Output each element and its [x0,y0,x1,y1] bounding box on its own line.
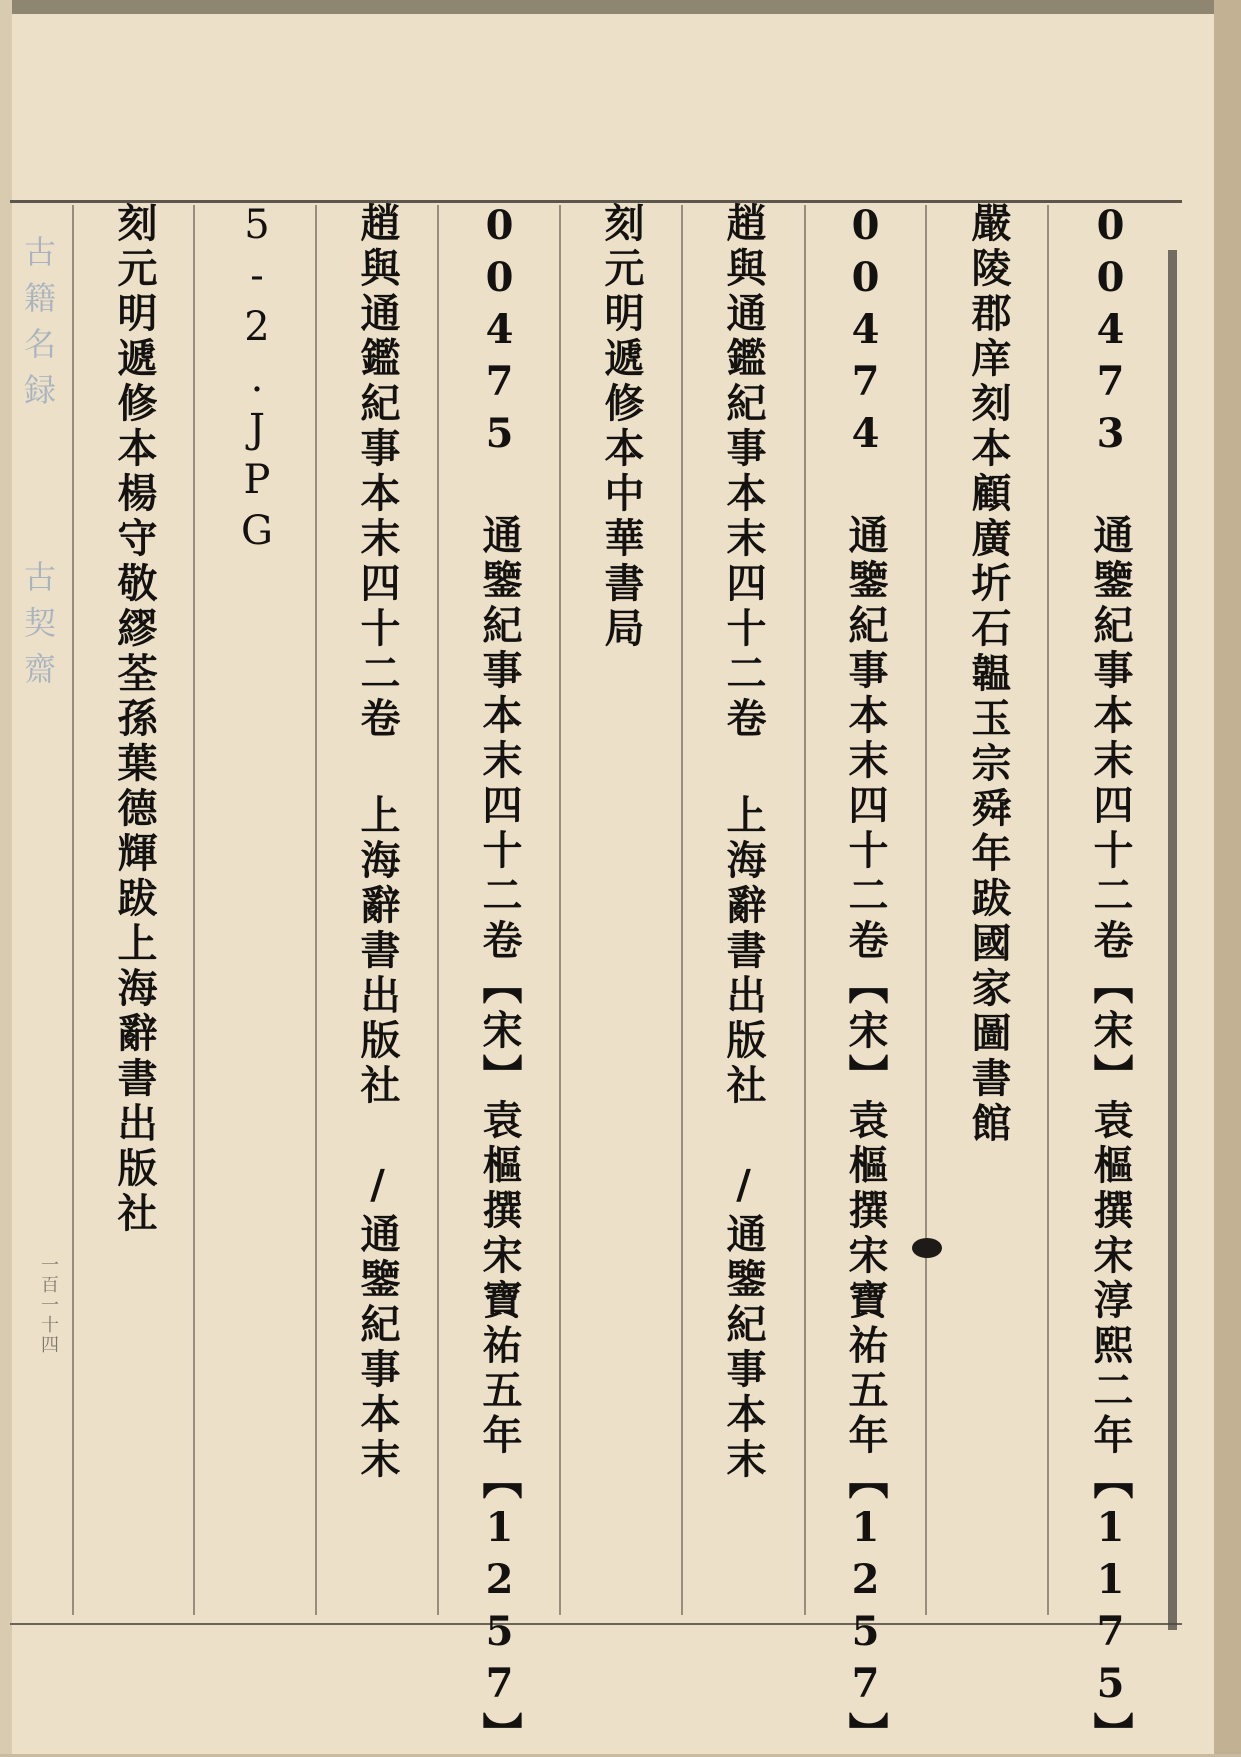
column-rule [437,205,439,1615]
column-rule [925,205,927,1615]
entry-column-2: 嚴陵郡庠刻本顧廣圻石韞玉宗舜年跋國家圖書館 [965,202,1012,1147]
column-rule [315,205,317,1615]
entry-column-3: 00474 通鑒紀事本末四十二卷【宋】袁樞撰宋寶祐五年【1257】 [842,202,889,1757]
side-label: 古籍名録 [19,235,57,419]
page-right-edge [1214,0,1241,1754]
column-rule [559,205,561,1615]
entry-column-4: 趙與通鑑紀事本末四十二卷 上海辭書出版社 ∕通鑒紀事本末 [720,202,767,1483]
column-rule [193,205,195,1615]
side-label-2: 古契齋 [19,560,57,698]
ink-blot [912,1238,942,1258]
right-border-rule [1168,250,1177,1630]
page-number: 一百一十四 [38,1255,59,1355]
page-top-edge [0,0,1241,14]
entry-column-1: 00473 通鑒紀事本末四十二卷【宋】袁樞撰宋淳熙二年【1175】 [1087,202,1134,1757]
column-rule [804,205,806,1615]
entry-column-5: 刻元明遞修本中華書局 [598,202,645,652]
entry-column-6: 00475 通鑒紀事本末四十二卷【宋】袁樞撰宋寶祐五年【1257】 [476,202,523,1757]
column-rule [681,205,683,1615]
column-rule [72,205,74,1615]
entry-column-9: 刻元明遞修本楊守敬繆荃孫葉德輝跋上海辭書出版社 [111,202,158,1237]
column-rule [1047,205,1049,1615]
entry-column-8: 5-2.JPG [234,202,280,559]
entry-column-7: 趙與通鑑紀事本末四十二卷 上海辭書出版社 ∕通鑒紀事本末 [354,202,401,1483]
